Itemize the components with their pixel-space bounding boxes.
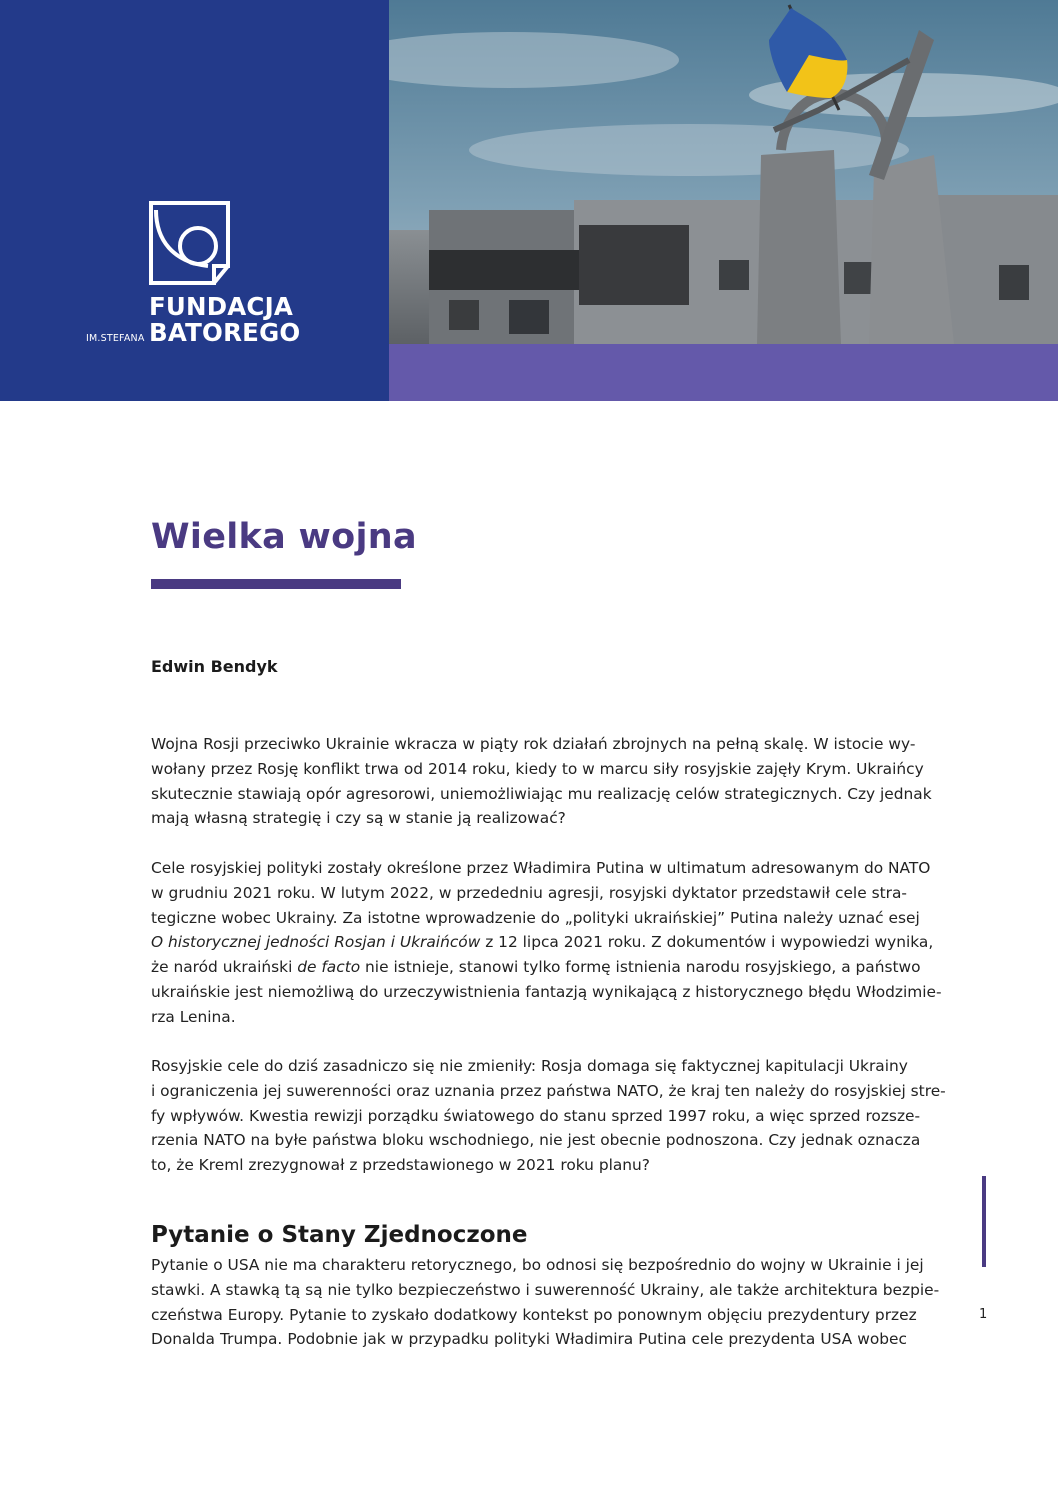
text-line: rza Lenina. [151,1007,236,1026]
text-line: w grudniu 2021 roku. W lutym 2022, w przededniu agresji, rosyjski dyktator przedstawił cele stra- [151,883,907,902]
section-heading: Pytanie o Stany Zjednoczone [151,1222,528,1248]
logo-panel [0,0,389,401]
header-accent-band [389,344,1058,401]
text-fragment: z 12 lipca 2021 roku. Z dokumentów i wypowiedzi wynika, [480,933,934,952]
article-title: Wielka wojna [151,517,417,557]
text-line [151,955,921,980]
paragraph-intro [151,732,932,831]
margin-accent-rule [982,1176,986,1267]
text-line: ukraińskie jest niemożliwą do urzeczywistnienia fantazją wynikającą z historycznego błędu Włodzimie- [151,982,942,1001]
text-line: rzenia NATO na byłe państwa bloku wschodniego, nie jest obecnie podnoszona. Czy jednak oznacza [151,1131,921,1150]
text-line: fy wpływów. Kwestia rewizji porządku światowego do stanu sprzed 1997 roku, a więc sprzed rozsze- [151,1106,921,1125]
text-line: Donalda Trumpa. Podobnie jak w przypadku polityki Władimira Putina cele prezydenta USA wobec [151,1330,907,1349]
text-fragment: że naród ukraiński [151,958,298,977]
title-underline [151,579,401,589]
text-line: Rosyjskie cele do dziś zasadniczo się nie zmieniły: Rosja domaga się faktycznej kapitulacji Ukrainy [151,1057,908,1075]
paragraph-russian-goals [151,856,942,1030]
text-line: Pytanie o USA nie ma charakteru retorycznego, bo odnosi się bezpośrednio do wojny w Ukrainie i jej [151,1256,924,1274]
text-line: czeństwa Europy. Pytanie to zyskało dodatkowy kontekst po ponownym objęciu prezydentury przez [151,1305,917,1324]
logo-text-line2: BATOREGO [149,318,301,347]
logo-text-line1: FUNDACJA [149,292,294,321]
essay-title-italic: O historycznej jedności Rosjan i Ukraińców [151,933,481,952]
text-fragment: nie istnieje, stanowi tylko formę istnienia narodu rosyjskiego, a państwo [360,958,921,977]
de-facto-italic: de facto [297,958,361,977]
header-banner [0,0,1058,401]
foundation-logo-icon [148,200,232,286]
logo-text-prefix: IM.STEFANA [86,333,145,344]
paragraph-unchanged-goals [151,1054,946,1178]
text-line: mają własną strategię i czy są w stanie ją realizować? [151,809,566,828]
text-line: to, że Kreml zrezygnował z przedstawionego w 2021 roku planu? [151,1156,650,1175]
header-photo [389,0,1058,344]
article-author: Edwin Bendyk [151,657,278,676]
text-line: wołany przez Rosję konflikt trwa od 2014 roku, kiedy to w marcu siły rosyjskie zajęły Krym. Ukraińcy [151,759,924,778]
text-line [151,930,934,955]
text-line: tegiczne wobec Ukrainy. Za istotne wprowadzenie do „polityki ukraińskiej” Putina należy uznać esej [151,908,920,927]
page-number: 1 [979,1307,988,1322]
paragraph-usa-question [151,1253,940,1352]
text-line: stawki. A stawką tą są nie tylko bezpieczeństwo i suwerenność Ukrainy, ale także architektura bezpie- [151,1280,940,1299]
text-line: Cele rosyjskiej polityki zostały określone przez Władimira Putina w ultimatum adresowanym do NATO [151,859,931,877]
text-line: i ograniczenia jej suwerenności oraz uznania przez państwa NATO, że kraj ten należy do rosyjskiej stre- [151,1081,946,1100]
war-monument-photo [389,0,1058,344]
text-line: Wojna Rosji przeciwko Ukrainie wkracza w piąty rok działań zbrojnych na pełną skalę. W istocie wy- [151,735,916,753]
text-line: skutecznie stawiają opór agresorowi, uniemożliwiając mu realizację celów strategicznych. Czy jednak [151,784,932,803]
